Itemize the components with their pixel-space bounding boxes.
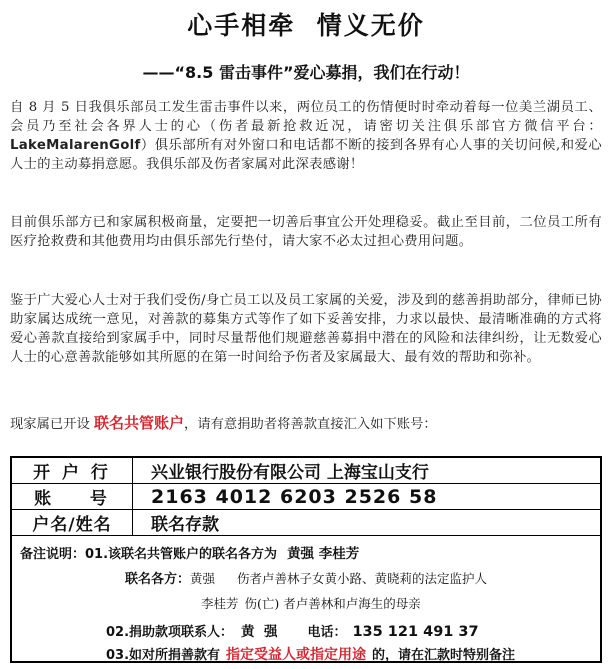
note-03-highlight: 指定受益人或指定用途 [226, 647, 367, 663]
page-title: 心手相牵 情义无价 [187, 11, 425, 40]
bank-account-table [12, 458, 600, 536]
account-name-value: 联名存款 [133, 510, 601, 536]
table-row [12, 484, 600, 510]
table-row [12, 458, 600, 484]
note-03-text-b: 的，请在汇款时特别备注 [372, 648, 516, 663]
party-2 [201, 594, 421, 612]
note-02-prefix: 02. [106, 625, 130, 640]
party-2-desc: 伤(亡) 者卢善林和卢海生的母亲 [244, 596, 421, 611]
table-row [12, 510, 600, 536]
paragraph-intro [10, 98, 602, 174]
account-number-value: 2163 4012 6203 2526 58 [133, 484, 601, 510]
paragraph-expenses: 目前俱乐部方已和家属积极商量，定要把一切善后事宜公开处理稳妥。截止至目前，二位员工所有医疗抢救费和其他费用均由俱乐部先行垫付，请大家不必太过担心费用问题。 [10, 215, 602, 249]
account-number-label: 账 号 [12, 484, 133, 510]
notes-heading: 备注说明： [20, 547, 86, 562]
note-02-contact: 黄 强 [241, 624, 278, 640]
party-1-name: 黄强 [190, 571, 216, 586]
bank-label: 开 户 行 [12, 458, 133, 484]
account-intro-a: 现家属已开设 [10, 417, 95, 432]
account-name-label: 户名/姓名 [12, 510, 133, 536]
note-02-phone-label: 电话： [307, 625, 347, 640]
note-02-text: 捐助款项联系人： [129, 625, 234, 640]
paragraph-arrangement: 鉴于广大爱心人士对于我们受伤/身亡员工以及员工家属的关爱，涉及到的慈善捐助部分，律师已协助家属达成统一意见，对善款的募集方式等作了如下妥善安排，力求以最快、最清晰准确的方式将爱心善款直接给到家属手中，同时尽量帮他们规避慈善募捐中潜在的风险和法律纠纷，让无数爱心人士的心意善款能够如其所愿的在第一时间给予伤者及家属最大、最有效的帮助和弥补。 [10, 293, 602, 365]
bank-account-box [10, 456, 602, 663]
intro-text-a: 自 8 月 5 日我俱乐部员工发生雷击事件以来，两位员工的伤情便时时牵动着每一位美兰湖员工、会员乃至社会各界人士的心（伤者最新抢救近况，请密切关注俱乐部官方微信平台： [10, 100, 602, 134]
paragraph-account-intro [10, 414, 610, 434]
note-01-text: 该联名共管账户的联名各方为 [108, 547, 278, 562]
note-02 [106, 620, 479, 640]
note-03 [106, 644, 515, 664]
note-02-phone: 135 121 491 37 [352, 624, 479, 640]
party-1-desc: 伤者卢善林子女黄小路、黄晓莉的法定监护人 [237, 571, 488, 586]
party-1 [125, 568, 487, 587]
parties-label: 联名各方： [125, 572, 191, 587]
party-2-name: 李桂芳 [201, 596, 239, 611]
bank-value: 兴业银行股份有限公司 上海宝山支行 [133, 458, 601, 484]
wechat-account: LakeMalarenGolf [10, 138, 141, 153]
joint-account-highlight: 联名共管账户 [94, 414, 185, 432]
note-01 [20, 542, 359, 562]
account-intro-b: ，请有意捐助者将善款直接汇入如下账号： [184, 417, 437, 432]
note-03-text-a: 如对所捐善款有 [129, 648, 221, 663]
page-subtitle: ——“8.5 雷击事件”爱心募捐，我们在行动！ [142, 63, 470, 82]
note-01-names: 黄强 李桂芳 [287, 546, 360, 562]
note-01-prefix: 01. [85, 547, 109, 562]
note-03-prefix: 03. [106, 648, 130, 663]
intro-text-b: ）俱乐部所有对外窗口和电话都不断的接到各界有心人事的关切问候,和爱心人士的主动募捐意愿。我俱乐部及伤者家属对此深表感谢！ [10, 138, 602, 172]
